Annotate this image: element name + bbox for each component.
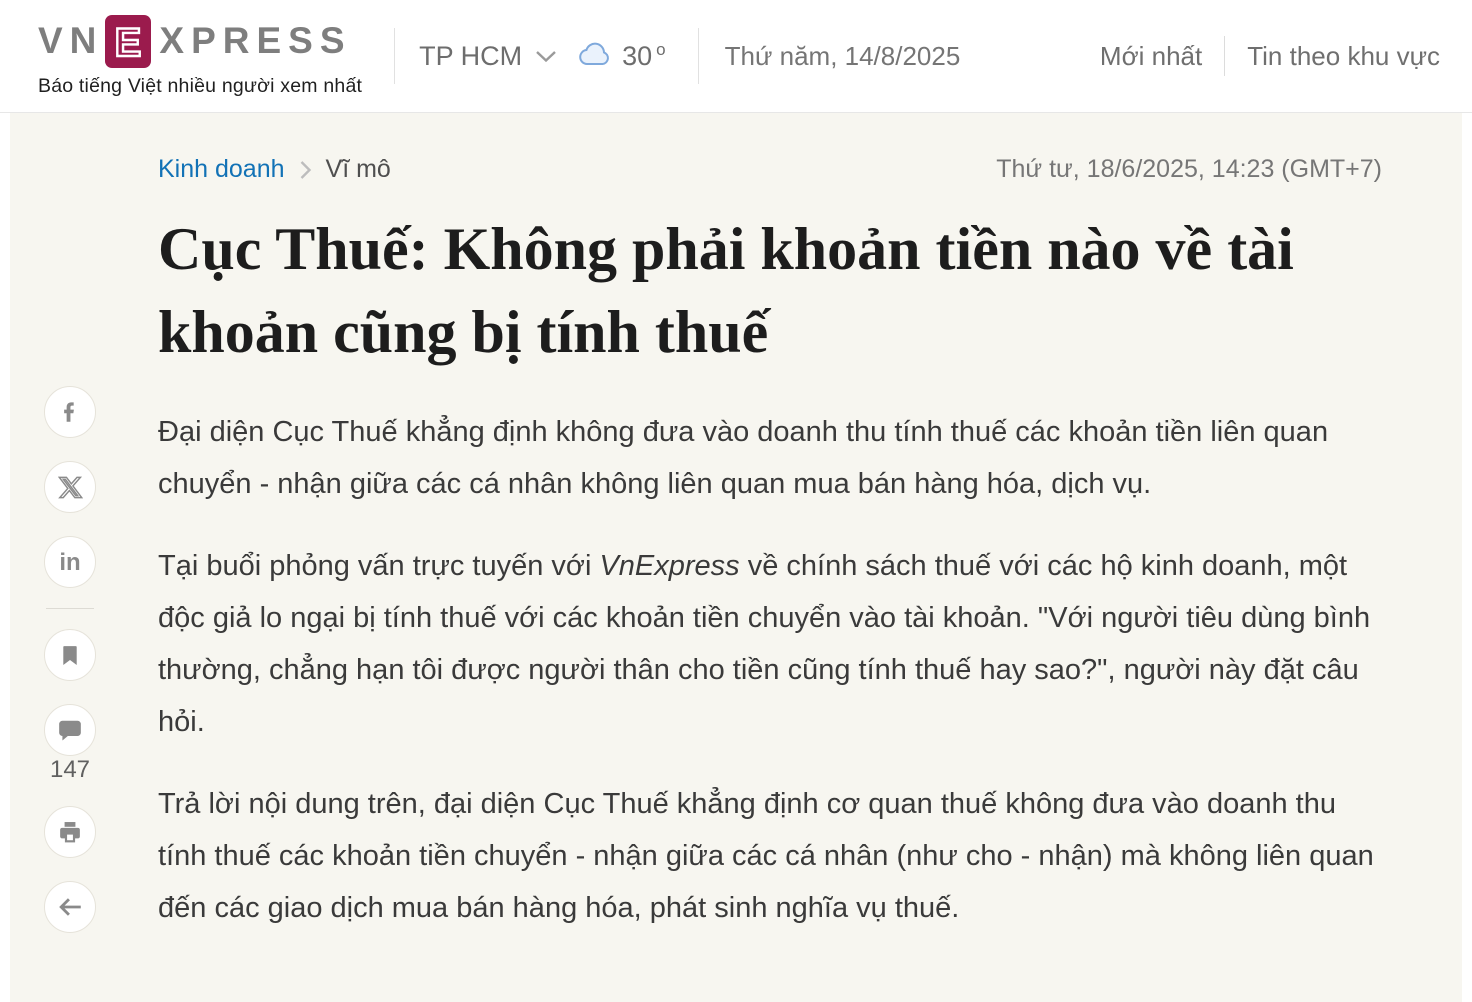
degree-symbol: o	[656, 40, 666, 59]
article-paragraph-1	[158, 540, 1382, 748]
logo-text-vn: VN	[38, 20, 104, 61]
location-selector[interactable]	[419, 40, 666, 72]
comments-button[interactable]	[44, 704, 96, 756]
comment-count: 147	[49, 756, 91, 783]
article	[10, 113, 1462, 934]
nav-link-moi-nhat[interactable]: Mới nhất	[1099, 40, 1203, 71]
bookmark-icon	[58, 643, 82, 668]
logo-e-icon	[107, 16, 149, 66]
linkedin-icon	[55, 549, 85, 575]
svg-text:E: E	[115, 21, 142, 65]
arrow-left-icon	[56, 894, 84, 920]
back-button[interactable]	[44, 881, 96, 933]
site-header	[0, 0, 1472, 113]
nav-divider	[1224, 36, 1225, 76]
logo-e-badge	[105, 15, 151, 68]
breadcrumb-chevron-icon	[299, 159, 312, 181]
nav-link-tin-theo-khu-vuc[interactable]: Tin theo khu vực	[1247, 40, 1440, 71]
breadcrumb-section-link[interactable]: Kinh doanh	[158, 155, 285, 183]
x-twitter-icon	[58, 475, 83, 500]
header-divider-2	[698, 28, 699, 84]
para1-after: về chính sách thuế với các hộ kinh doanh, một độc giả lo ngại bị tính thuế với các khoản tiền chuyển vào tài khoản. "Với người tiêu dùng bình thường, chẳng hạn tôi được người thân cho tiền cũng tính thuế hay sao?", người này đặt câu hỏi.	[158, 549, 1371, 738]
article-paragraph-2: Trả lời nội dung trên, đại diện Cục Thuế khẳng định cơ quan thuế không đưa vào doanh thu tính thuế các khoản tiền chuyển - nhận giữa các cá nhân (như cho - nhận) mà không liên quan đến các giao dịch mua bán hàng hóa, phát sinh nghĩa vụ thuế.	[158, 787, 1374, 924]
comment-icon	[57, 717, 83, 743]
share-facebook-button[interactable]	[44, 386, 96, 438]
breadcrumb	[158, 155, 391, 184]
save-bookmark-button[interactable]	[44, 629, 96, 681]
article-title: Cục Thuế: Không phải khoản tiền nào về tài khoản cũng bị tính thuế	[158, 216, 1294, 365]
published-datetime: Thứ tư, 18/6/2025, 14:23 (GMT+7)	[996, 155, 1382, 183]
location-label: TP HCM	[419, 40, 523, 71]
chevron-down-icon	[535, 50, 557, 63]
svg-text:in: in	[59, 549, 81, 575]
share-linkedin-button[interactable]	[44, 536, 96, 588]
vnexpress-logo[interactable]	[38, 15, 362, 98]
logo-tagline: Báo tiếng Việt nhiều người xem nhất	[38, 74, 363, 97]
article-lead: Đại diện Cục Thuế khẳng định không đưa vào doanh thu tính thuế các khoản tiền liên quan chuyển - nhận giữa các cá nhân không liên quan mua bán hàng hóa, dịch vụ.	[158, 415, 1329, 500]
print-button[interactable]	[44, 806, 96, 858]
logo-row	[38, 15, 362, 68]
breadcrumb-row	[158, 155, 1382, 184]
cloud-icon	[578, 40, 612, 67]
content-panel	[10, 113, 1462, 1002]
breadcrumb-subsection[interactable]: Vĩ mô	[325, 155, 391, 183]
header-date: Thứ năm, 14/8/2025	[724, 40, 961, 71]
weather-widget	[578, 40, 666, 72]
share-rail-divider	[46, 608, 94, 609]
para1-italic-source: VnExpress	[599, 549, 740, 582]
para1-before: Tại buổi phỏng vấn trực tuyến với	[158, 549, 600, 582]
temperature-value: 30 $^o$	[622, 40, 666, 71]
printer-icon	[57, 819, 83, 845]
header-divider-1	[394, 28, 395, 84]
share-x-button[interactable]	[44, 461, 96, 513]
logo-text-xpress: XPRESS	[159, 20, 352, 61]
facebook-icon	[57, 399, 83, 425]
share-rail	[44, 386, 96, 956]
header-nav	[1100, 36, 1440, 76]
